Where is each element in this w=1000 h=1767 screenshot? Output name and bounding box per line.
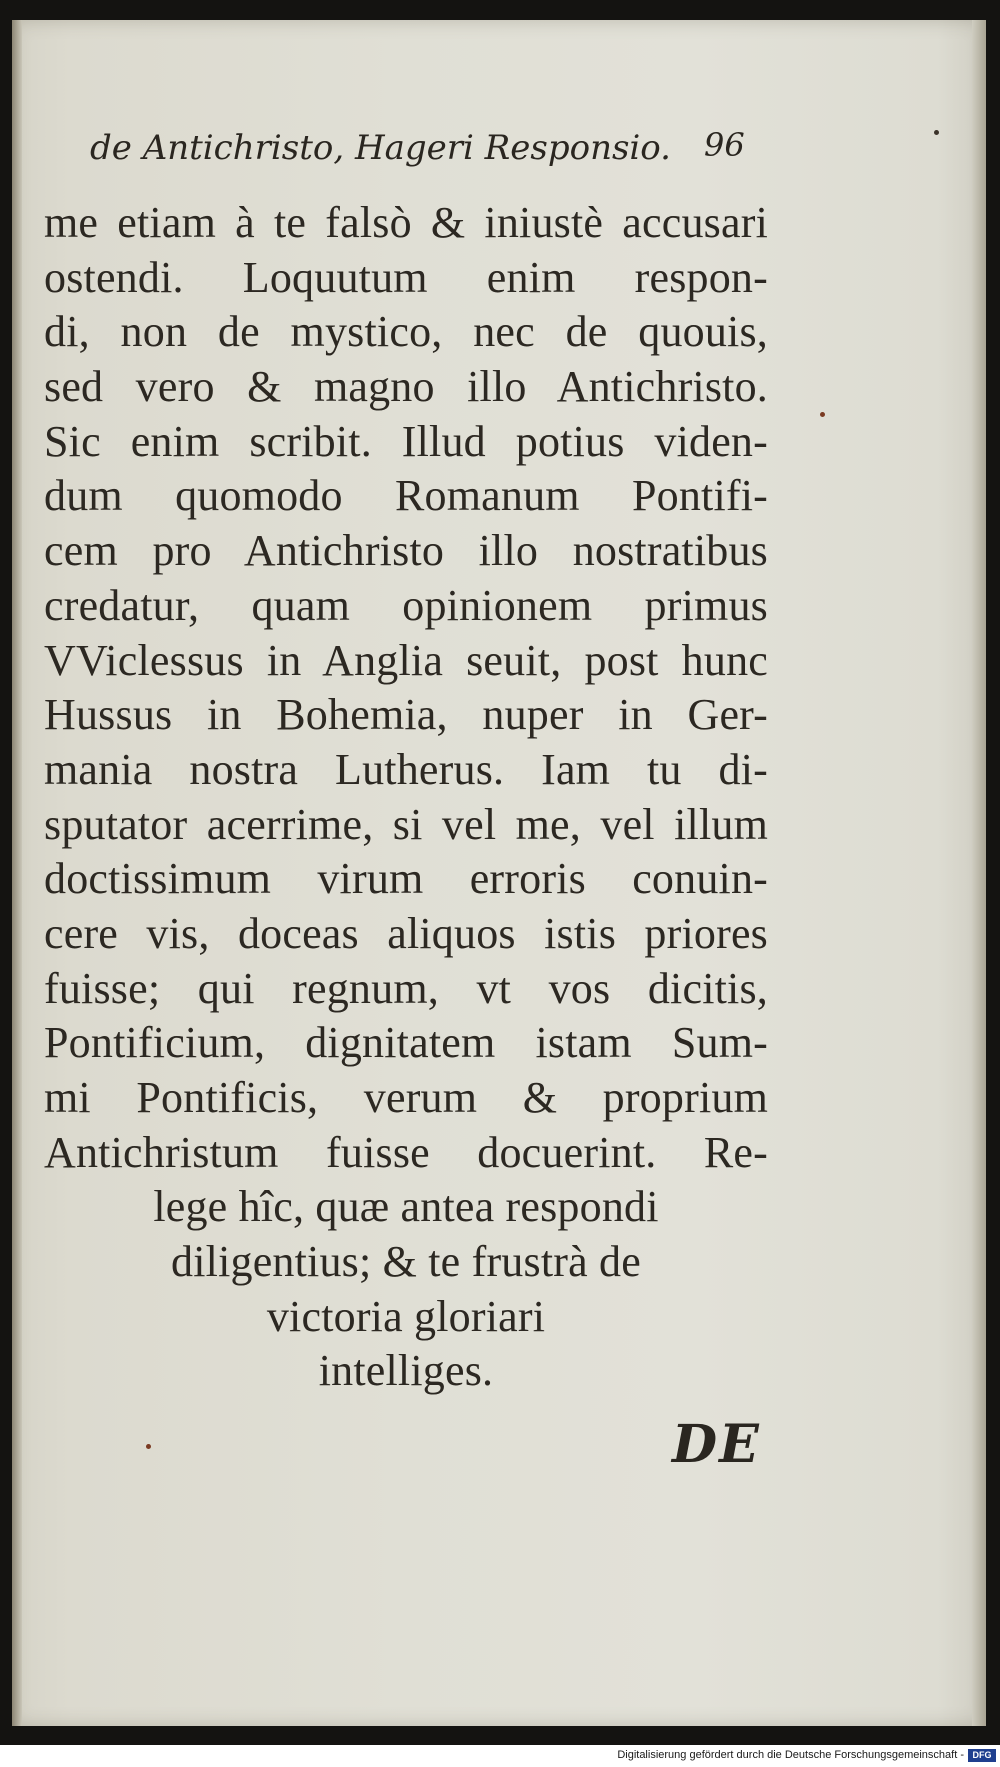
page-fore-edge (972, 20, 986, 1726)
dfg-logo: DFG (968, 1749, 996, 1762)
text-line: sputator acerrime, si vel me, vel illum (44, 799, 768, 849)
closing-line: victoria gloriari (266, 1291, 546, 1341)
text-line: fuisse; qui regnum, vt vos dicitis, (44, 963, 768, 1013)
ink-speck (146, 1444, 151, 1449)
funding-credit: Digitalisierung gefördert durch die Deutsche Forschungsgemeinschaft - (617, 1749, 964, 1761)
text-line: ostendi. Loquutum enim respon- (44, 252, 768, 302)
ink-speck (820, 412, 825, 417)
closing-line: lege hîc, quæ antea respondi (153, 1182, 659, 1232)
running-head: de Antichristo, Hageri Responsio. (90, 128, 671, 168)
text-line: mania nostra Lutherus. Iam tu di- (44, 744, 768, 794)
text-line: di, non de mystico, nec de quouis, (44, 307, 768, 357)
body-text (44, 196, 768, 1399)
closing-line: intelliges. (318, 1346, 494, 1396)
text-line: dum quomodo Romanum Pontifi- (44, 471, 768, 521)
text-line: Hussus in Bohemia, nuper in Ger- (44, 690, 768, 740)
text-line: cere vis, doceas aliquos istis priores (44, 908, 768, 958)
text-line: mi Pontificis, verum & proprium (44, 1073, 768, 1122)
page-number: 96 (704, 126, 745, 164)
text-line: Antichristum fuisse docuerint. Re- (44, 1127, 768, 1177)
text-line: VViclessus in Anglia seuit, post hunc (44, 635, 768, 685)
text-line: credatur, quam opinionem primus (44, 580, 768, 630)
text-line: doctissimum virum erroris conuin- (44, 854, 768, 904)
text-line: Sic enim scribit. Illud potius viden- (44, 416, 768, 466)
text-line: cem pro Antichristo illo nostratibus (44, 526, 768, 576)
text-line: Pontificium, dignitatem istam Sum- (44, 1018, 768, 1068)
text-line: sed vero & magno illo Antichristo. (44, 362, 768, 412)
page-gutter-edge (12, 20, 22, 1726)
ink-speck (934, 130, 939, 135)
closing-line: diligentius; & te frustrà de (171, 1237, 641, 1287)
text-line: me etiam à te falsò & iniustè accusari (44, 198, 768, 247)
catchword: DE (672, 1414, 761, 1475)
